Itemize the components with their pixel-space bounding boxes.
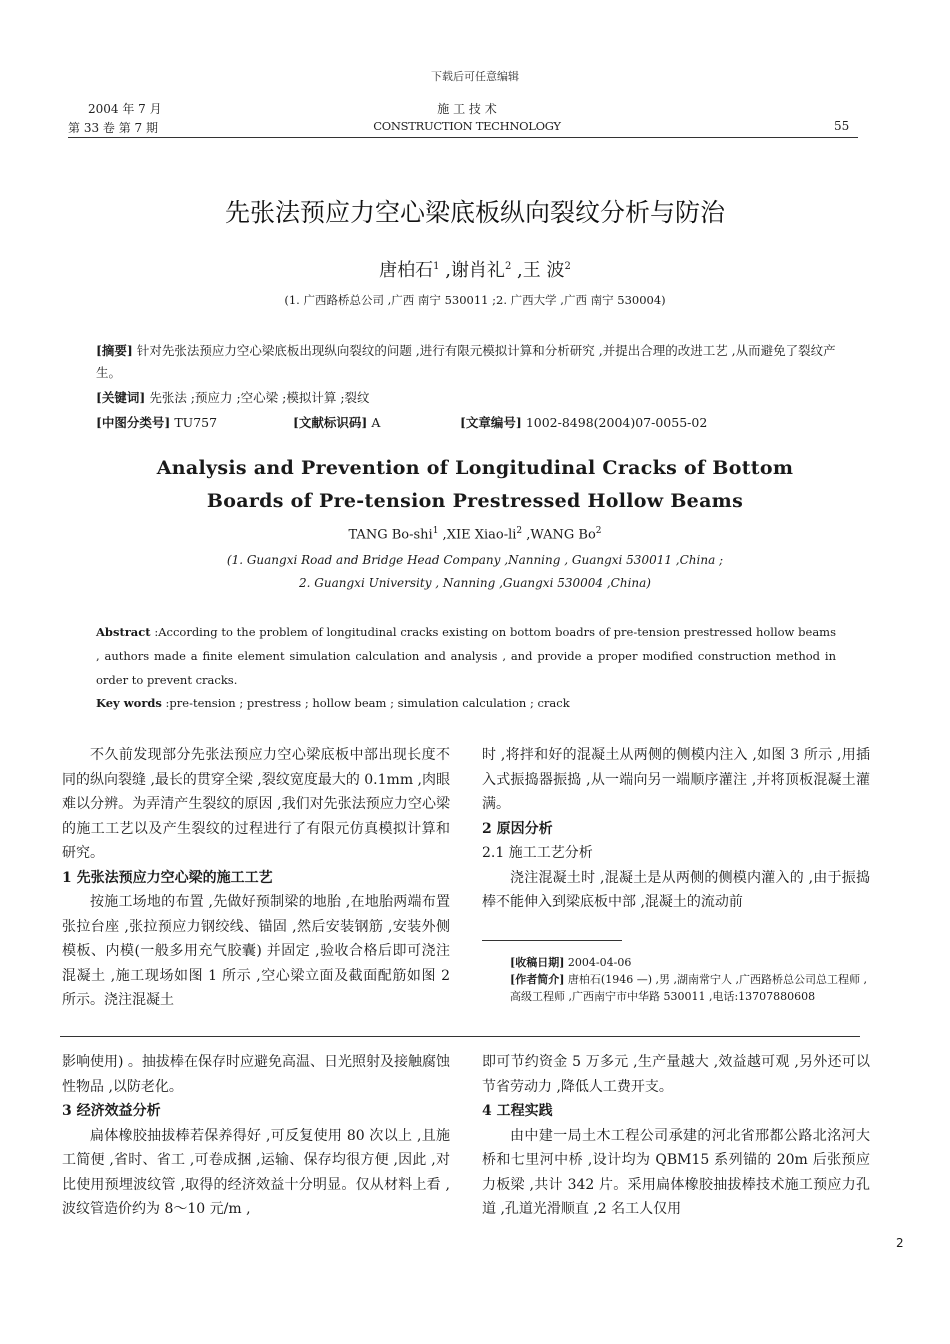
article-number bbox=[460, 412, 707, 434]
doc-code bbox=[293, 412, 380, 434]
body-right-bottom bbox=[482, 1050, 870, 1222]
page-divider bbox=[60, 1036, 860, 1037]
abstract-en-label: Abstract bbox=[96, 625, 151, 639]
paper-title-en bbox=[0, 452, 950, 518]
title-en-line1: Analysis and Prevention of Longitudinal Cracks of Bottom bbox=[156, 457, 794, 479]
keywords-en-label: Key words bbox=[96, 696, 162, 710]
received-label: [收稿日期] bbox=[510, 956, 565, 969]
author-en-sup: 2 bbox=[516, 526, 523, 536]
abstract-en bbox=[96, 620, 836, 692]
author-en-name: XIE Xiao-li bbox=[446, 527, 517, 543]
paper-title: 先张法预应力空心梁底板纵向裂纹分析与防治 bbox=[224, 198, 725, 227]
top-note: 下载后可任意编辑 bbox=[431, 70, 519, 83]
clc-label: [中图分类号] bbox=[96, 415, 171, 430]
body-paragraph: 浇注混凝土时 ,混凝土是从两侧的侧模内灌入的 ,由于振捣棒不能伸入到梁底板中部 ,混凝土的流动前 bbox=[482, 869, 870, 910]
author-name: 谢肖礼 bbox=[450, 260, 505, 281]
page-number: 2 bbox=[896, 1236, 904, 1250]
author-en-sup: 1 bbox=[432, 526, 439, 536]
section-heading-2: 2 原因分析 bbox=[482, 820, 553, 837]
authors-en bbox=[0, 526, 950, 542]
section-heading-1: 1 先张法预应力空心梁的施工工艺 bbox=[62, 869, 273, 886]
header-date: 2004 年 7 月 bbox=[88, 102, 162, 116]
keywords-cn bbox=[96, 387, 856, 409]
abstract-cn bbox=[96, 340, 856, 384]
body-paragraph: 扁体橡胶抽拔棒若保养得好 ,可反复使用 80 次以上 ,且施工简便 ,省时、省工 ,可卷成捆 ,运输、保存均很方便 ,因此 ,对比使用预埋波纹管 ,取得的经济效益十分明显。仅从材料上看 ,波纹管造价约为 8～10 元/m , bbox=[62, 1127, 450, 1217]
abstract-cn-text: 针对先张法预应力空心梁底板出现纵向裂纹的问题 ,进行有限元模拟计算和分析研究 ,并提出合理的改进工艺 ,从而避免了裂纹产生。 bbox=[96, 343, 836, 380]
author-bio bbox=[510, 971, 870, 1005]
author-en-sup: 2 bbox=[595, 526, 602, 536]
author-bio-text: 唐柏石(1946 —) ,男 ,湖南常宁人 ,广西路桥总公司总工程师 ,高级工程师 ,广西南宁市中华路 530011 ,电话:13707880608 bbox=[510, 973, 867, 1003]
article-number-label: [文章编号] bbox=[460, 415, 522, 430]
article-number-value: 1002-8498(2004)07-0055-02 bbox=[521, 415, 708, 430]
author-sep: , bbox=[439, 260, 451, 281]
author-sup: 1 bbox=[433, 261, 440, 272]
abstract-cn-label: [摘要] bbox=[96, 343, 133, 358]
subsection-heading-2-1: 2.1 施工工艺分析 bbox=[482, 845, 593, 861]
received-date bbox=[510, 954, 870, 971]
keywords-en bbox=[96, 696, 836, 710]
author-sup: 2 bbox=[564, 261, 571, 272]
section-heading-3: 3 经济效益分析 bbox=[62, 1103, 161, 1119]
doc-code-label: [文献标识码] bbox=[293, 415, 368, 430]
header-rule bbox=[68, 137, 858, 138]
body-paragraph: 不久前发现部分先张法预应力空心梁底板中部出现长度不同的纵向裂缝 ,最长的贯穿全梁 ,裂纹宽度最大的 0.1mm ,肉眼难以分辨。为弄清产生裂纹的原因 ,我们对先张法预应力空心梁的施工工艺以及产生裂纹的过程进行了有限元仿真模拟计算和研究。 bbox=[62, 747, 450, 861]
body-paragraph: 时 ,将拌和好的混凝土从两侧的侧模内注入 ,如图 3 所示 ,用插入式振捣器振捣 ,从一端向另一端顺序灌注 ,并将顶板混凝土灌满。 bbox=[482, 747, 870, 812]
affiliation-en-1: (1. Guangxi Road and Bridge Head Company ,Nanning , Guangxi 530011 ,China ; bbox=[226, 553, 724, 567]
keywords-cn-label: [关键词] bbox=[96, 390, 146, 405]
body-paragraph: 即可节约资金 5 万多元 ,生产量越大 ,效益越可观 ,另外还可以节省劳动力 ,降低人工费开支。 bbox=[482, 1054, 870, 1095]
header-volume: 第 33 卷 第 7 期 bbox=[68, 121, 158, 135]
received-value: 2004-04-06 bbox=[564, 956, 632, 969]
clc-value: TU757 bbox=[170, 415, 218, 430]
author-en-sep: , bbox=[438, 527, 447, 543]
body-left-bottom bbox=[62, 1050, 450, 1222]
author-sup: 2 bbox=[504, 261, 512, 272]
body-paragraph: 影响使用) 。抽拔棒在保存时应避免高温、日光照射及接触腐蚀性物品 ,以防老化。 bbox=[62, 1054, 450, 1095]
body-right-top bbox=[482, 743, 870, 915]
authors-cn bbox=[0, 256, 950, 282]
body-paragraph: 按施工场地的布置 ,先做好预制梁的地胎 ,在地胎两端布置张拉台座 ,张拉预应力钢绞线、锚固 ,然后安装钢筋 ,安装外侧模板、内模(一般多用充气胶囊) 并固定 ,验收合格后即可浇注混凝土 ,施工现场如图 1 所示 ,空心梁立面及截面配筋如图 2 所示。浇注混凝土 bbox=[62, 894, 450, 1008]
author-bio-label: [作者简介] bbox=[510, 973, 565, 986]
clc-code bbox=[96, 412, 217, 434]
body-paragraph: 由中建一局土木工程公司承建的河北省邢都公路北洺河大桥和七里河中桥 ,设计均为 QBM15 系列锚的 20m 后张预应力板梁 ,共计 342 片。采用扁体橡胶抽拔棒技术施工预应力孔道 ,孔道光滑顺直 ,2 名工人仅用 bbox=[482, 1127, 870, 1217]
footnote-rule bbox=[482, 940, 622, 941]
affiliation-cn: (1. 广西路桥总公司 ,广西 南宁 530011 ;2. 广西大学 ,广西 南宁 530004) bbox=[284, 293, 666, 307]
author-en-sep: , bbox=[522, 527, 531, 543]
author-sep: , bbox=[511, 260, 523, 281]
doc-code-value: A bbox=[367, 415, 381, 430]
author-en-name: WANG Bo bbox=[530, 527, 596, 543]
footnote bbox=[510, 954, 870, 1005]
author-name: 唐柏石 bbox=[379, 260, 434, 281]
title-en-line2: Boards of Pre-tension Prestressed Hollow Beams bbox=[206, 490, 744, 512]
section-heading-4: 4 工程实践 bbox=[482, 1103, 553, 1119]
abstract-en-text: :According to the problem of longitudinal cracks existing on bottom boadrs of pre-tension prestressed hollow beams , authors made a finite element simulation calculation and analysis , and provide a proper modified construction method in order to prevent cracks. bbox=[96, 625, 836, 687]
header-journal-cn: 施 工 技 术 bbox=[437, 102, 497, 116]
header-page: 55 bbox=[834, 119, 850, 133]
keywords-cn-text: 先张法 ;预应力 ;空心梁 ;模拟计算 ;裂纹 bbox=[145, 390, 370, 405]
body-left-top bbox=[62, 743, 450, 1013]
keywords-en-text: :pre-tension ; prestress ; hollow beam ; simulation calculation ; crack bbox=[161, 696, 570, 710]
header-journal-en: CONSTRUCTION TECHNOLOGY bbox=[373, 119, 561, 133]
affiliation-en-2: 2. Guangxi University , Nanning ,Guangxi 530004 ,China) bbox=[299, 576, 651, 590]
author-name: 王 波 bbox=[522, 260, 565, 281]
author-en-name: TANG Bo-shi bbox=[348, 527, 433, 543]
